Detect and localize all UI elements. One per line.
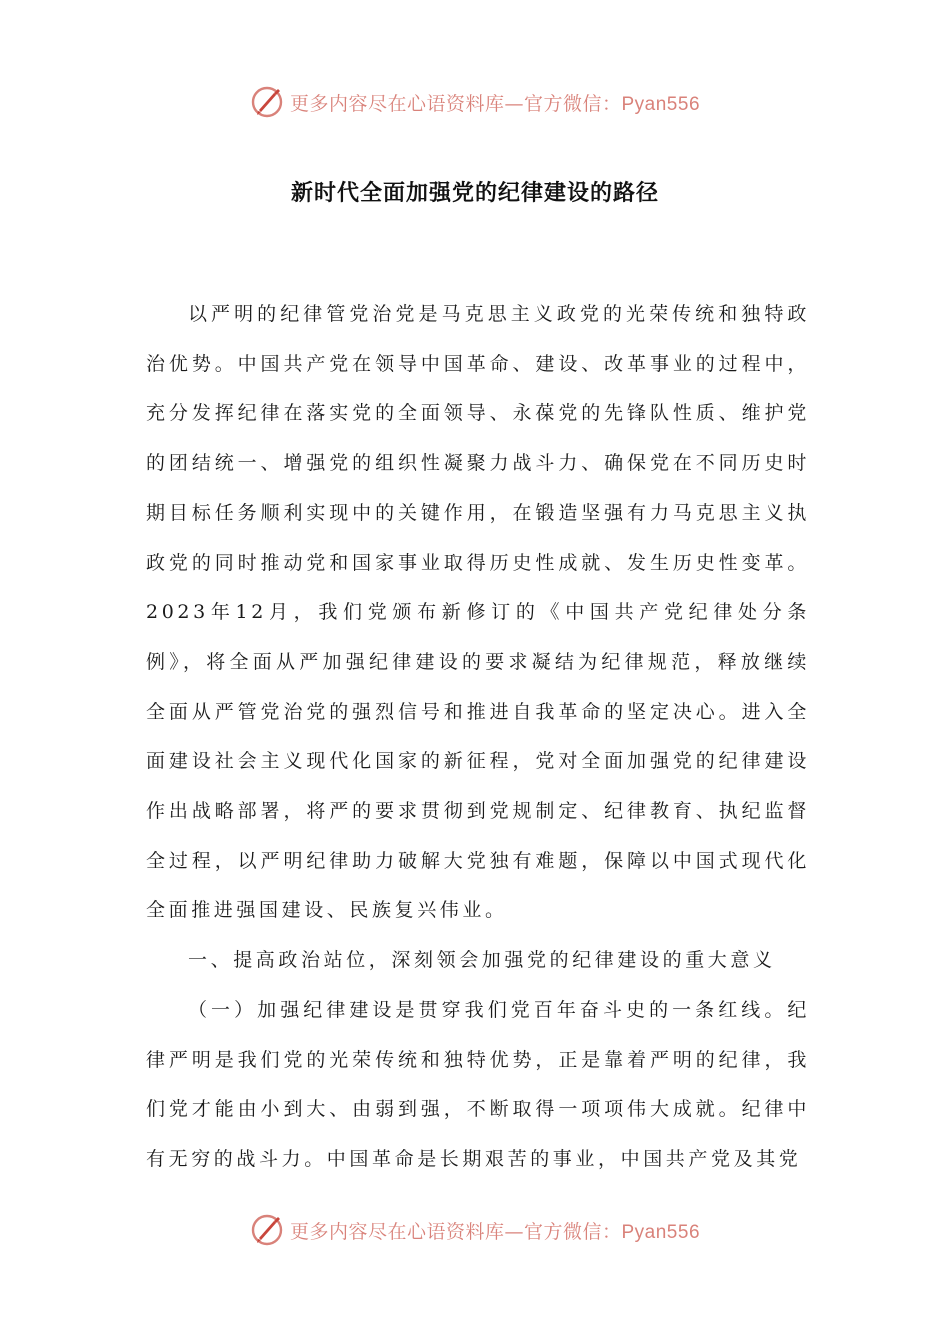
header-watermark-banner [0, 82, 950, 122]
header-wechat-id: Pyan556 [621, 93, 701, 115]
footer-wechat-id: Pyan556 [621, 1221, 701, 1243]
footer-watermark-text: 更多内容尽在心语资料库—官方微信：Pyan556 [289, 1220, 701, 1243]
quill-logo-icon [250, 85, 284, 119]
header-watermark-text: 更多内容尽在心语资料库—官方微信：Pyan556 [289, 92, 701, 115]
document-body [146, 290, 810, 1185]
document-title: 新时代全面加强党的纪律建设的路径 [290, 181, 659, 206]
section-1-heading: 一、提高政治站位，深刻领会加强党的纪律建设的重大意义 [188, 949, 776, 972]
footer-watermark-banner [0, 1210, 950, 1250]
section-1-1-paragraph: （一）加强纪律建设是贯穿我们党百年奋斗史的一条红线。纪律严明是我们党的光荣传统和独特优势，正是靠着严明的纪律，我们党才能由小到大、由弱到强，不断取得一项项伟大成就。纪律中有无穷的战斗力。中国革命是长期艰苦的事业，中国共产党及其党 [146, 998, 810, 1170]
quill-logo-icon [250, 1213, 284, 1247]
intro-paragraph: 以严明的纪律管党治党是马克思主义政党的光荣传统和独特政治优势。中国共产党在领导中国革命、建设、改革事业的过程中，充分发挥纪律在落实党的全面领导、永葆党的先锋队性质、维护党的团结统一、增强党的组织性凝聚力战斗力、确保党在不同历史时期目标任务顺利实现中的关键作用，在锻造坚强有力马克思主义执政党的同时推动党和国家事业取得历史性成就、发生历史性变革。2023年12月，我们党颁布新修订的《中国共产党纪律处分条例》，将全面从严加强纪律建设的要求凝结为纪律规范，释放继续全面从严管党治党的强烈信号和推进自我革命的坚定决心。进入全面建设社会主义现代化国家的新征程，党对全面加强党的纪律建设作出战略部署，将严的要求贯彻到党规制定、纪律教育、执纪监督全过程，以严明纪律助力破解大党独有难题，保障以中国式现代化全面推进强国建设、民族复兴伟业。 [146, 303, 810, 922]
